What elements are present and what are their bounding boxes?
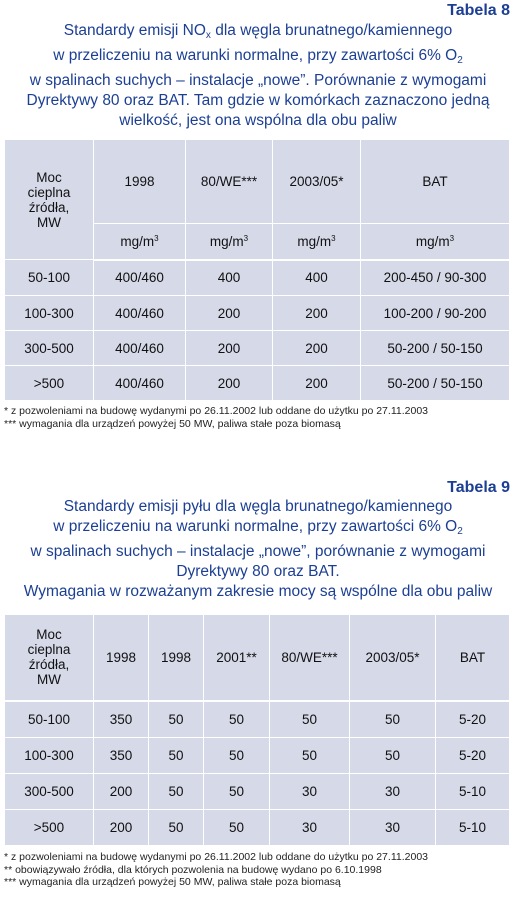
table-cell: 50: [204, 701, 270, 738]
table9-header-2001: 2001**: [204, 615, 270, 701]
table-row: [5, 774, 510, 810]
table-cell: 400/460: [94, 331, 186, 366]
table-cell: 50: [270, 701, 350, 738]
table9: [4, 614, 510, 846]
table-cell: 300-500: [5, 774, 94, 810]
table8-header-bat: BAT: [361, 140, 510, 224]
table8-header-1998: 1998: [94, 140, 186, 224]
table8-header-80we: 80/WE***: [186, 140, 273, 224]
table-cell: 50: [350, 701, 436, 738]
table8-footnotes: [4, 405, 510, 430]
table-cell: 50-100: [5, 260, 94, 296]
table-cell: 50: [204, 810, 270, 846]
table-cell: 400/460: [94, 260, 186, 296]
table-cell: 100-200 / 90-200: [361, 296, 510, 331]
table-cell: >500: [5, 810, 94, 846]
table-cell: 100-300: [5, 738, 94, 774]
table-cell: 200: [186, 366, 273, 401]
table-row: [5, 738, 510, 774]
table-cell: 50: [350, 738, 436, 774]
table9-header-bat: BAT: [436, 615, 510, 701]
table-cell: 30: [270, 810, 350, 846]
table-cell: 50: [204, 774, 270, 810]
table-cell: 200-450 / 90-300: [361, 260, 510, 296]
table9-footnotes: [4, 851, 510, 889]
table-cell: 200: [94, 774, 149, 810]
table-cell: >500: [5, 366, 94, 401]
table8-header-power: Moc cieplna źródła, MW: [5, 140, 94, 260]
table-cell: 350: [94, 738, 149, 774]
table-cell: 400: [273, 260, 361, 296]
table-cell: 200: [273, 296, 361, 331]
table-cell: 5-10: [436, 774, 510, 810]
table-cell: 50: [149, 701, 204, 738]
table-cell: 5-20: [436, 738, 510, 774]
table-row: [5, 331, 510, 366]
table-cell: 50: [149, 738, 204, 774]
table-cell: 30: [350, 774, 436, 810]
table9-header-80we: 80/WE***: [270, 615, 350, 701]
table8-unit: $mg/m^3$: [186, 224, 273, 260]
table-cell: 50: [270, 738, 350, 774]
table8-label: Tabela 8: [447, 2, 510, 19]
table9-label: Tabela 9: [447, 479, 510, 496]
table-cell: 30: [270, 774, 350, 810]
footnote: * z pozwoleniami na budowę wydanymi po 26.11.2002 lub oddane do użytku po 27.11.2003: [4, 851, 428, 863]
table-cell: 200: [273, 331, 361, 366]
table-cell: 5-20: [436, 701, 510, 738]
table9-header-1998: 1998: [94, 615, 149, 701]
table-row: [5, 701, 510, 738]
table8-caption: Standardy emisji $NO_x$ dla węgla brunatnego/kamiennego w przeliczeniu na warunki normalne, przy zawartości 6% $O_2$ w spalinach suchych – instalacje „nowe”. Porównanie z wymogami Dyrektywy 80 oraz BAT. Tam gdzie w komórkach zaznaczono jedną wielkość, jest ona wspólna dla obu paliw: [26, 22, 490, 129]
table9-header-1998: 1998: [149, 615, 204, 701]
footnote: *** wymagania dla urządzeń powyżej 50 MW, paliwa stałe poza biomasą: [4, 876, 341, 888]
table-cell: 30: [350, 810, 436, 846]
table9-header-power: Moc cieplna źródła, MW: [5, 615, 94, 701]
footnote: *** wymagania dla urządzeń powyżej 50 MW, paliwa stałe poza biomasą: [4, 417, 341, 430]
table-cell: 200: [186, 331, 273, 366]
table9-header-2003: 2003/05*: [350, 615, 436, 701]
table-row: [5, 260, 510, 296]
table-cell: 50: [149, 774, 204, 810]
table-cell: 400/460: [94, 296, 186, 331]
table-cell: 350: [94, 701, 149, 738]
table-cell: 200: [273, 366, 361, 401]
table9-caption: Standardy emisji pyłu dla węgla brunatnego/kamiennego w przeliczeniu na warunki normalne, przy zawartości 6% $O_2$ w spalinach suchych – instalacje „nowe”, porównanie z wymogami Dyrektywy 80 oraz BAT. Wymagania w rozważanym zakresie mocy są wspólne dla obu paliw: [23, 498, 493, 600]
table8-header-2003: 2003/05*: [273, 140, 361, 224]
table-row: [5, 366, 510, 401]
table-cell: 50-200 / 50-150: [361, 331, 510, 366]
table-cell: 200: [94, 810, 149, 846]
table-cell: 400/460: [94, 366, 186, 401]
table-cell: 100-300: [5, 296, 94, 331]
table-cell: 50: [204, 738, 270, 774]
footnote: ** obowiązywało źródła, dla których pozwolenia na budowę wydano po 6.10.1998: [4, 863, 382, 876]
table-cell: 50-200 / 50-150: [361, 366, 510, 401]
footnote: * z pozwoleniami na budowę wydanymi po 26.11.2002 lub oddane do użytku po 27.11.2003: [4, 405, 428, 417]
table8-unit: $mg/m^3$: [94, 224, 186, 260]
table-cell: 50-100: [5, 701, 94, 738]
table-cell: 50: [149, 810, 204, 846]
table-row: [5, 296, 510, 331]
table-cell: 300-500: [5, 331, 94, 366]
table-row: [5, 810, 510, 846]
table-cell: 400: [186, 260, 273, 296]
table-cell: 200: [186, 296, 273, 331]
table8-unit: $mg/m^3$: [273, 224, 361, 260]
table8: [4, 139, 510, 401]
table8-unit: $mg/m^3$: [361, 224, 510, 260]
table-cell: 5-10: [436, 810, 510, 846]
